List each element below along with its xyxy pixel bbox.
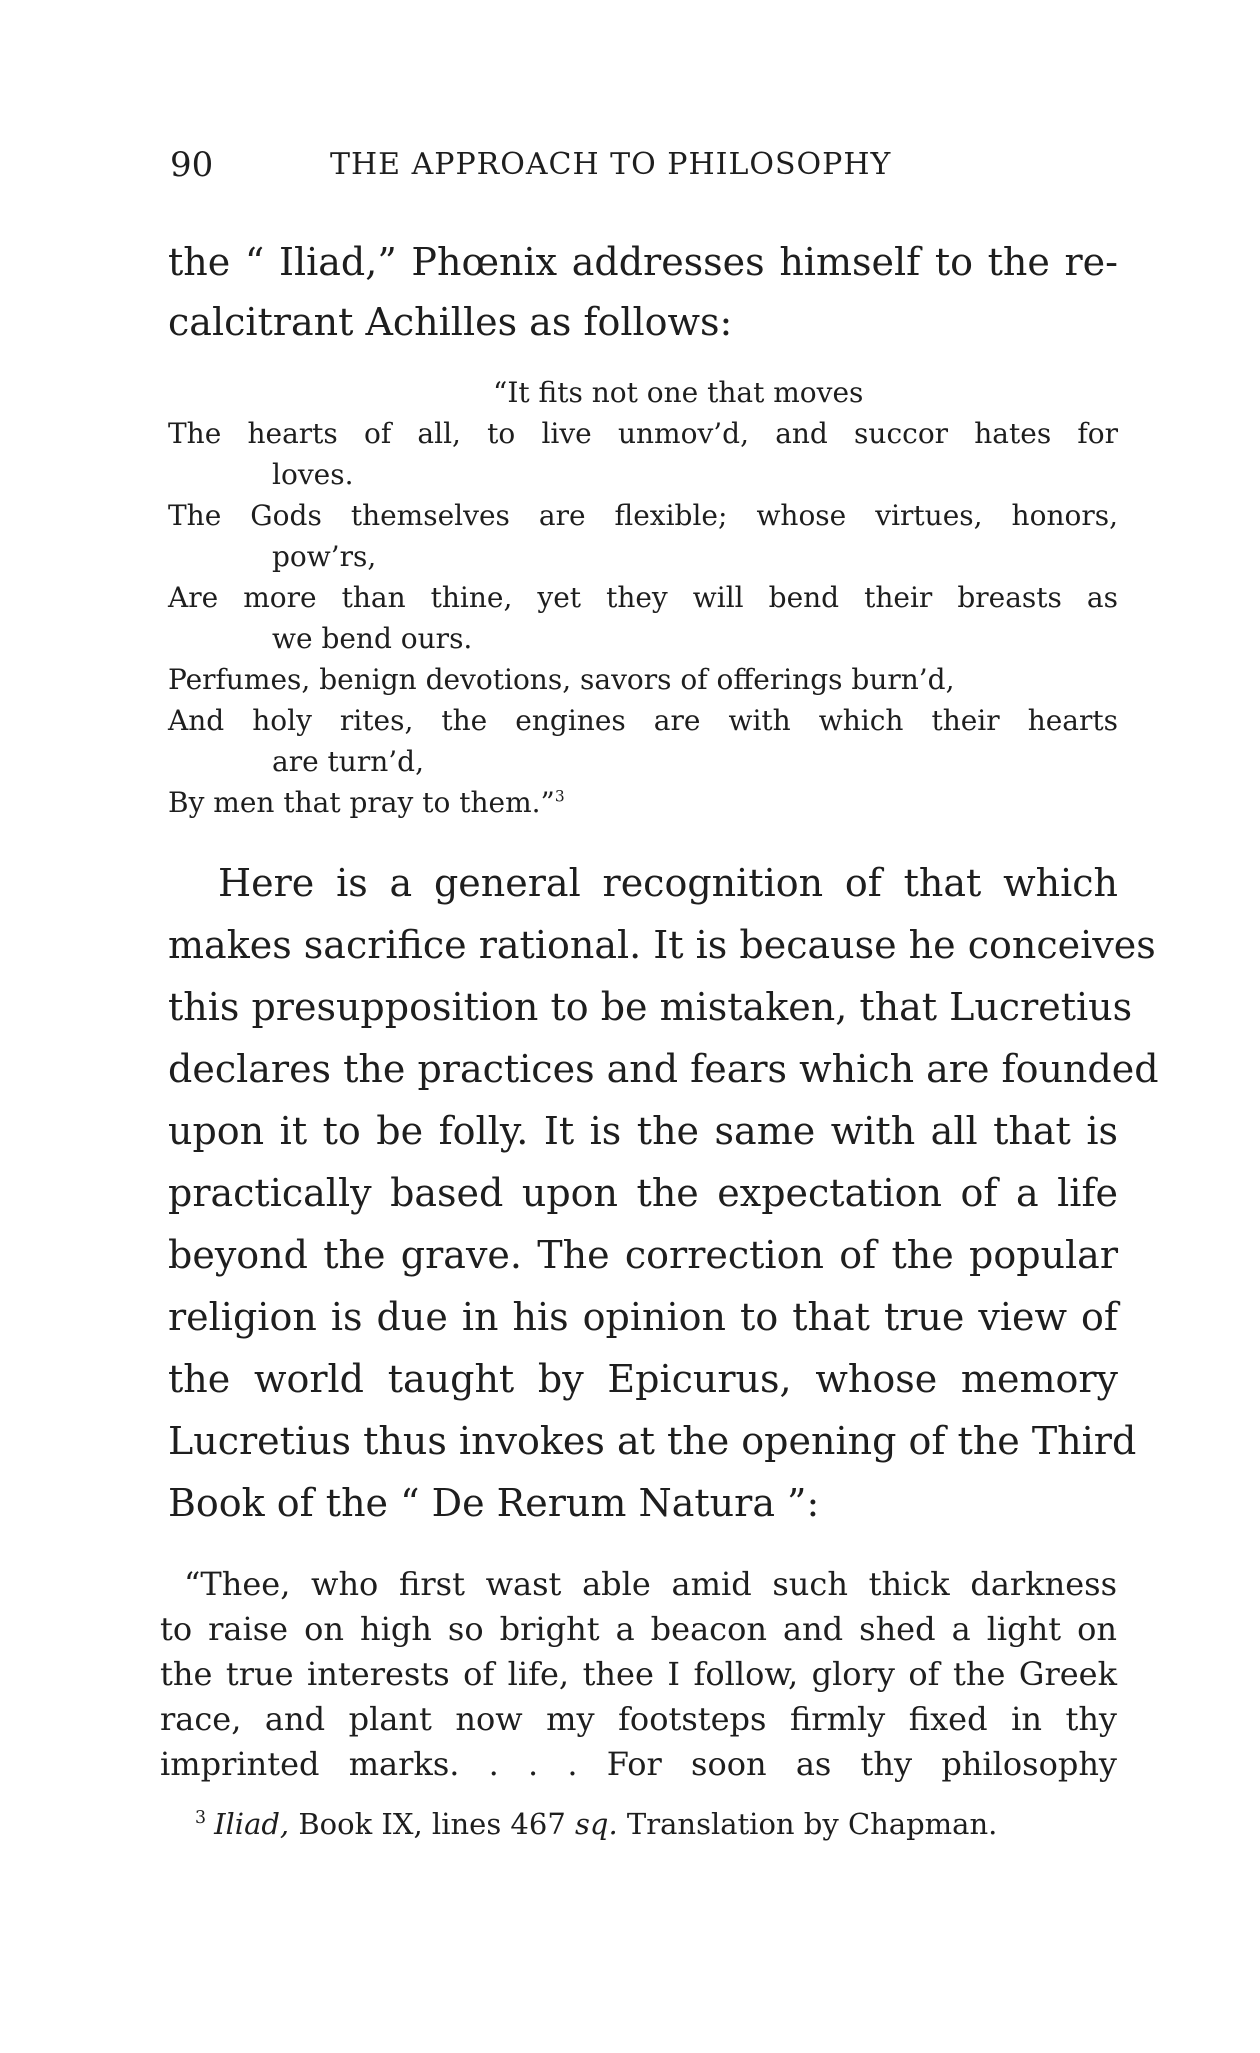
text-line: Lucretius thus invokes at the opening of the Third (168, 1419, 1137, 1463)
verse-line: The Gods themselves are flexible; whose virtues, honors, (168, 499, 1118, 532)
verse-line: And holy rites, the engines are with which their hearts (168, 704, 1118, 737)
footnote-mark: 3 (195, 1808, 207, 1829)
verse-line: are turn’d, (272, 745, 424, 778)
text-line: Here is a general recognition of that which (218, 861, 1118, 905)
verse-line: Are more than thine, yet they will bend their breasts as (168, 581, 1118, 614)
page-number: 90 (170, 145, 214, 185)
text-line: this presupposition to be mistaken, that Lucretius (168, 985, 1133, 1029)
page-header (170, 145, 1110, 191)
iliad-verse-quote (168, 372, 1118, 823)
quote-line: imprinted marks. . . . For soon as thy philosophy (160, 1745, 1117, 1783)
text-line: practically based upon the expectation of a life (168, 1171, 1118, 1215)
footnote-title: Iliad, (214, 1807, 290, 1841)
quote-line: “Thee, who first wast able amid such thick darkness (184, 1565, 1117, 1603)
text-line: religion is due in his opinion to that true view of (168, 1295, 1118, 1339)
verse-line: loves. (272, 458, 354, 491)
text-line: calcitrant Achilles as follows: (168, 300, 733, 344)
footnote-sq: sq. (575, 1807, 618, 1841)
footnote-reference: 3 (554, 787, 565, 806)
verse-line: The hearts of all, to live unmov’d, and succor hates for (168, 417, 1118, 450)
quote-line: race, and plant now my footsteps firmly fixed in thy (160, 1700, 1117, 1738)
intro-paragraph (168, 232, 1118, 352)
verse-line: we bend ours. (272, 622, 473, 655)
quote-line: to raise on high so bright a beacon and shed a light on (160, 1610, 1117, 1648)
verse-line-text: By men that pray to them.” (168, 786, 555, 819)
verse-line: “It fits not one that moves (493, 376, 864, 409)
text-line: upon it to be folly. It is the same with all that is (168, 1109, 1118, 1153)
quote-line: the true interests of life, thee I follow, glory of the Greek (160, 1655, 1117, 1693)
footnote-text: Translation by Chapman. (617, 1807, 998, 1841)
verse-line-last (168, 782, 1118, 823)
lucretius-quote (160, 1562, 1117, 1787)
text-line: declares the practices and fears which are founded (168, 1047, 1159, 1091)
text-line: the “ Iliad,” Phœnix addresses himself to the re- (168, 240, 1118, 284)
main-paragraph (168, 852, 1159, 1534)
verse-line: Perfumes, benign devotions, savors of offerings burn’d, (168, 663, 955, 696)
footnote (195, 1804, 997, 1844)
text-line: Book of the “ De Rerum Natura ”: (168, 1481, 820, 1525)
text-line: makes sacrifice rational. It is because he conceives (168, 923, 1156, 967)
running-head: THE APPROACH TO PHILOSOPHY (330, 147, 892, 182)
text-line: beyond the grave. The correction of the popular (168, 1233, 1118, 1277)
footnote-text: Book IX, lines 467 (289, 1807, 575, 1841)
verse-line: pow’rs, (272, 540, 377, 573)
text-line: the world taught by Epicurus, whose memory (168, 1357, 1118, 1401)
